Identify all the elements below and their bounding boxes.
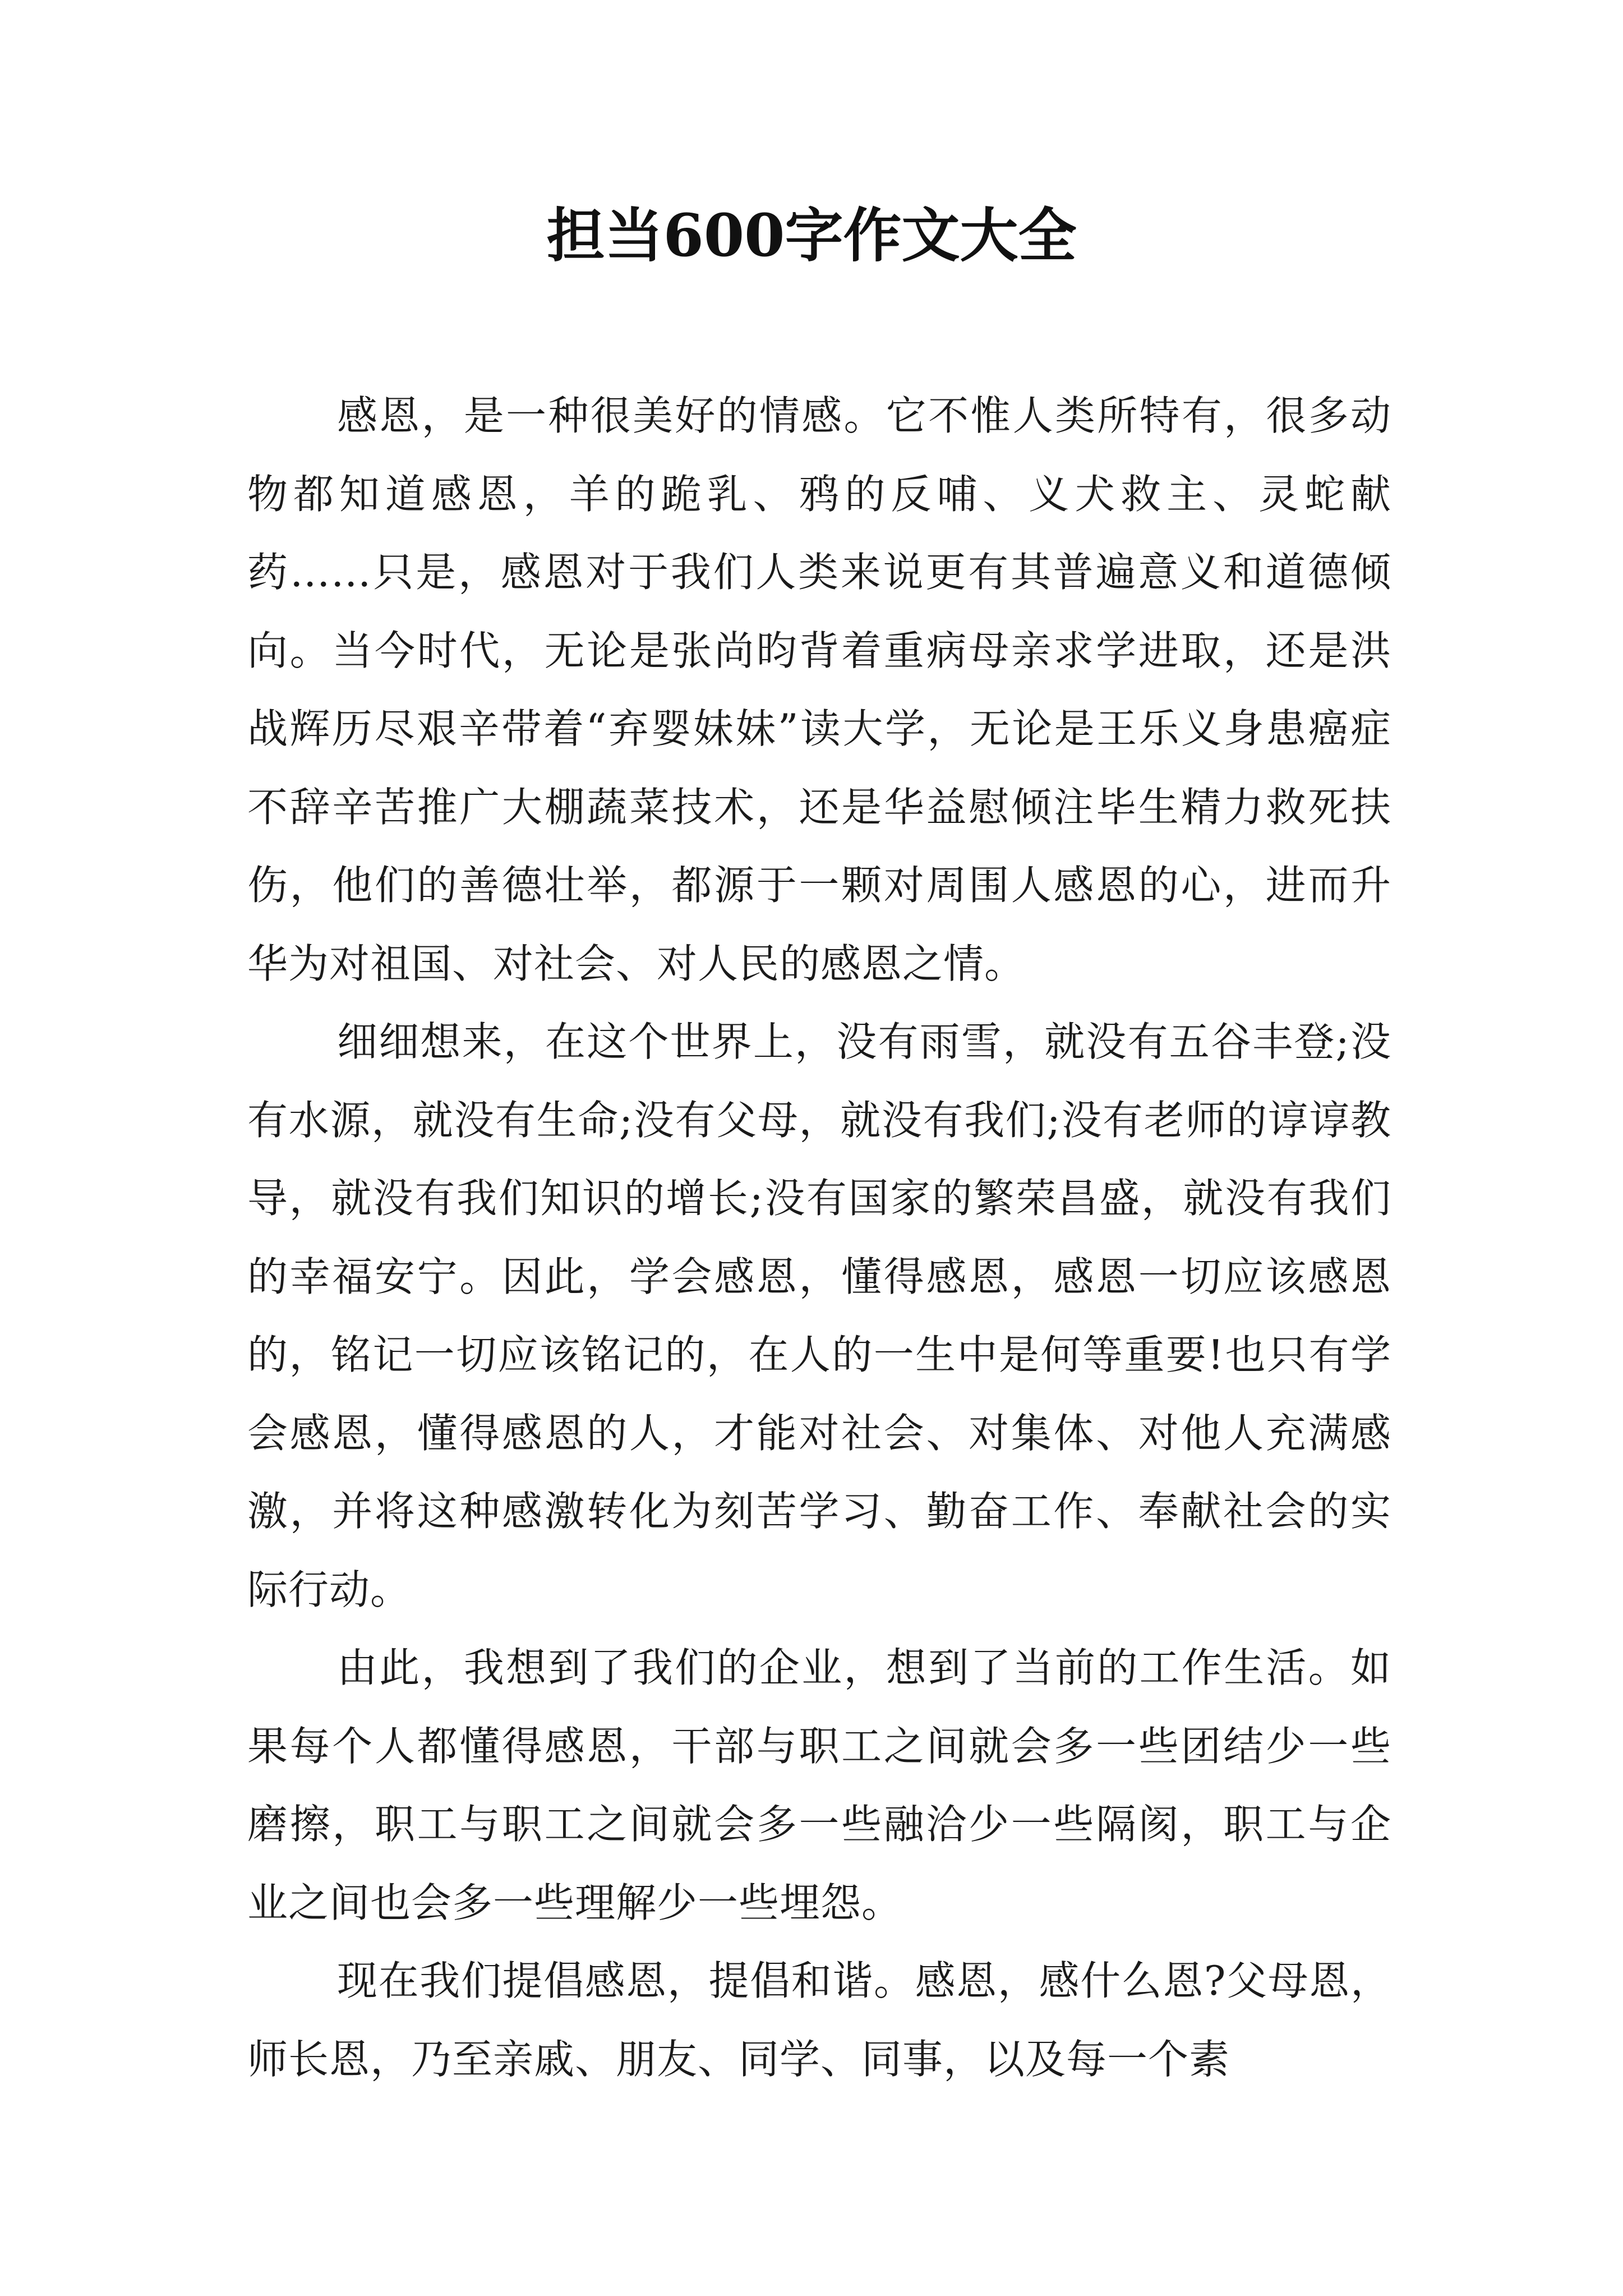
document-title: 担当600字作文大全 bbox=[546, 201, 1077, 270]
paragraph: 现在我们提倡感恩，提倡和谐。感恩，感什么恩?父母恩，师长恩，乃至亲戚、朋友、同学、同事，以及每一个素 bbox=[247, 1957, 1391, 2083]
document-body bbox=[247, 377, 1391, 2099]
paragraph: 感恩，是一种很美好的情感。它不惟人类所特有，很多动物都知道感恩，羊的跪乳、鸦的反哺、义犬救主、灵蛇献药……只是，感恩对于我们人类来说更有其普遍意义和道德倾向。当今时代，无论是张尚昀背着重病母亲求学进取，还是洪战辉历尽艰辛带着“弃婴妹妹”读大学，无论是王乐义身患癌症不辞辛苦推广大棚蔬菜技术，还是华益慰倾注毕生精力救死扶伤，他们的善德壮举，都源于一颗对周围人感恩的心，进而升华为对祖国、对社会、对人民的感恩之情。 bbox=[247, 392, 1391, 987]
paragraph: 由此，我想到了我们的企业，想到了当前的工作生活。如果每个人都懂得感恩，干部与职工之间就会多一些团结少一些磨擦，职工与职工之间就会多一些融洽少一些隔阂，职工与企业之间也会多一些理解少一些埋怨。 bbox=[247, 1644, 1391, 1926]
paragraph: 细细想来，在这个世界上，没有雨雪，就没有五谷丰登;没有水源，就没有生命;没有父母，就没有我们;没有老师的谆谆教导，就没有我们知识的增长;没有国家的繁荣昌盛，就没有我们的幸福安宁。因此，学会感恩，懂得感恩，感恩一切应该感恩的，铭记一切应该铭记的，在人的一生中是何等重要!也只有学会感恩，懂得感恩的人，才能对社会、对集体、对他人充满感激，并将这种感激转化为刻苦学习、勤奋工作、奉献社会的实际行动。 bbox=[247, 1018, 1391, 1613]
